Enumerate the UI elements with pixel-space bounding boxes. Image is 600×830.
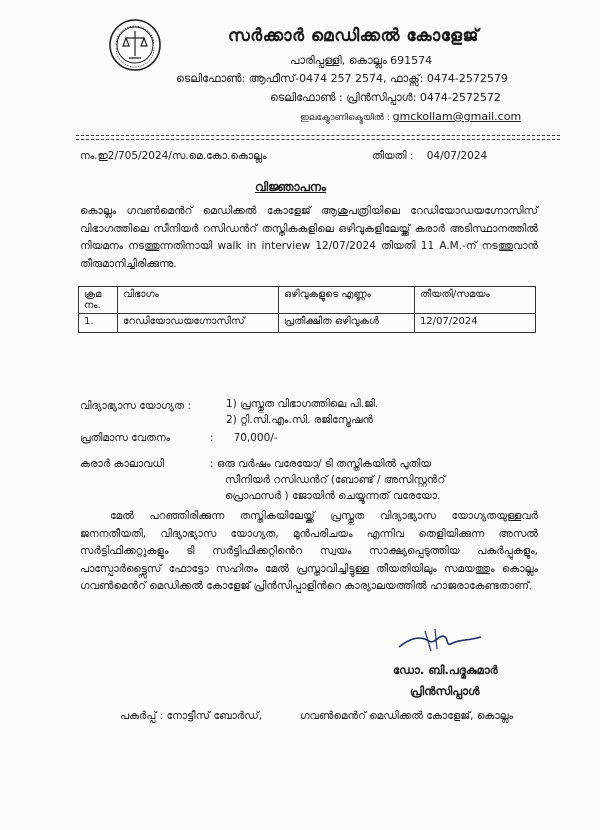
email-line [300,110,521,123]
principal-signature [395,625,485,655]
table-header-cell: ഒഴിവുകളുടെ എണ്ണം [279,287,415,314]
contract-label: കരാർ കാലാവധി [80,458,164,470]
header-divider-2 [76,139,560,140]
intro-paragraph: കൊല്ലം ഗവൺമെൻറ് മെഡിക്കൽ കോളേജ് ആശുപത്രിയിലെ റേഡിയോഡയഗ്നോസിസ് വിഭാഗത്തിലെ സീനിയർ റസിഡൻറ് തസ്തികകളിലെ ഒഴിവുകളിലേയ്ക്ക് കരാർ അടിസ്ഥാനത്തിൽ നിയമനം നടത്തുന്നതിനായി walk in interview 12/07/2024 തിയതി 11 A.M.-ന് നടത്തുവാൻ തീരുമാനിച്ചിരിക്കുന്നു. [80,205,538,270]
qualification-item: 2) റ്റി.സി.എം.സി. രജിസ്ട്രേഷൻ [226,414,373,426]
email-link[interactable]: gmckollam@gmail.com [392,110,522,123]
qualification-item: 1) പ്രസ്തുത വിഭാഗത്തിലെ പി.ജി. [226,398,379,410]
college-seal-logo [108,18,162,72]
signatory-designation: പ്രിൻസിപ്പാൾ [410,684,480,698]
header-divider [76,135,560,136]
signatory-name: ഡോ. ബി.പദ്മകുമാർ [393,663,498,677]
contract-line: സീനിയർ റസിഡൻറ് (ബോണ്ട് / അസിസ്റ്റൻറ് [225,474,446,486]
table-header-row [79,287,536,314]
contract-line: : ഒരു വർഷം വരേയോ/ ടി തസ്തികയിൽ പുതിയ [210,458,432,470]
college-title: സർക്കാർ മെഡിക്കൽ കോളേജ് [228,26,479,46]
salary-value: : 70,000/- [210,432,278,444]
qualification-label: വിദ്യാഭ്യാസ യോഗ്യത : [80,400,191,412]
date-label: തീയതി : [372,150,414,162]
copy-recipient: ഗവൺമെൻറ് മെഡിക്കൽ കോളേജ്, കൊല്ലം [300,710,514,722]
salary-label: പ്രതിമാസ വേതനം [80,432,171,444]
table-row [79,314,536,333]
table-header-cell: തീയതി/സമയം [415,287,536,314]
copy-label: പകർപ്പ് : നോട്ടീസ് ബോർഡ്, [120,710,263,722]
table-cell: 1. [79,314,118,333]
table-cell: റേഡിയോഡയഗ്നോസിസ് [118,314,279,333]
reference-number: നം.ഇ2/705/2024/സ.മെ.കോ.കൊല്ലം [80,150,267,162]
date-value: 04/07/2024 [426,150,488,162]
office-telephone: ടെലിഫോൺ: ആഫീസ്-0474 257 2574, ഫാക്സ്: 0474-2572579 [176,72,508,85]
vacancy-table [78,286,536,333]
principal-telephone: ടെലിഫോൺ : പ്രിൻസിപ്പാൾ: 0474-2572572 [270,91,501,104]
table-header-cell: വിഭാഗം [118,287,279,314]
table-cell: 12/07/2024 [415,314,536,333]
table-cell: പ്രതീക്ഷിത ഒഴിവുകൾ [279,314,415,333]
instructions-paragraph: മേൽ പറഞ്ഞിരിക്കുന്ന തസ്തികയിലേയ്ക്ക് പ്രസ്തുത വിദ്യാഭ്യാസ യോഗ്യതയുള്ളവർ ജനനതീയതി, വിദ്യാഭ്യാസ യോഗ്യത, മുൻപരിചയം എന്നിവ തെളിയിക്കുന്ന അസൽ സർട്ടിഫിക്കറ്റുകളും ടി സർട്ടിഫിക്കറ്റിൻെറ സ്വയം സാക്ഷ്യപ്പെടുത്തിയ പകർപ്പുകളും, പാസ്പോർട്ട്സൈസ് ഫോട്ടോ സഹിതം മേൽ പ്രസ്താവിച്ചിട്ടുള്ള തീയതിയിലും സമയത്തും കൊല്ലം ഗവൺമെൻറ് മെഡിക്കൽ കോളേജ് പ്രിൻസിപ്പാളിൻറെ കാര്യാലയത്തിൽ ഹാജരാകേണ്ടതാണ്. [80,510,538,592]
college-address: പാരിപ്പള്ളി, കൊല്ലം 691574 [290,54,433,67]
date-line [372,150,487,163]
table-header-cell: ക്രമ നം. [79,287,118,314]
email-label: ഇലക്ട്രോണിക്മെയിൽ : [300,113,390,123]
notice-title: വിജ്ഞാപനം [255,180,326,194]
contract-line: പ്രൊഫസർ ) ജോയിൻ ചെയ്യുന്നത് വരേയോ. [225,490,441,502]
